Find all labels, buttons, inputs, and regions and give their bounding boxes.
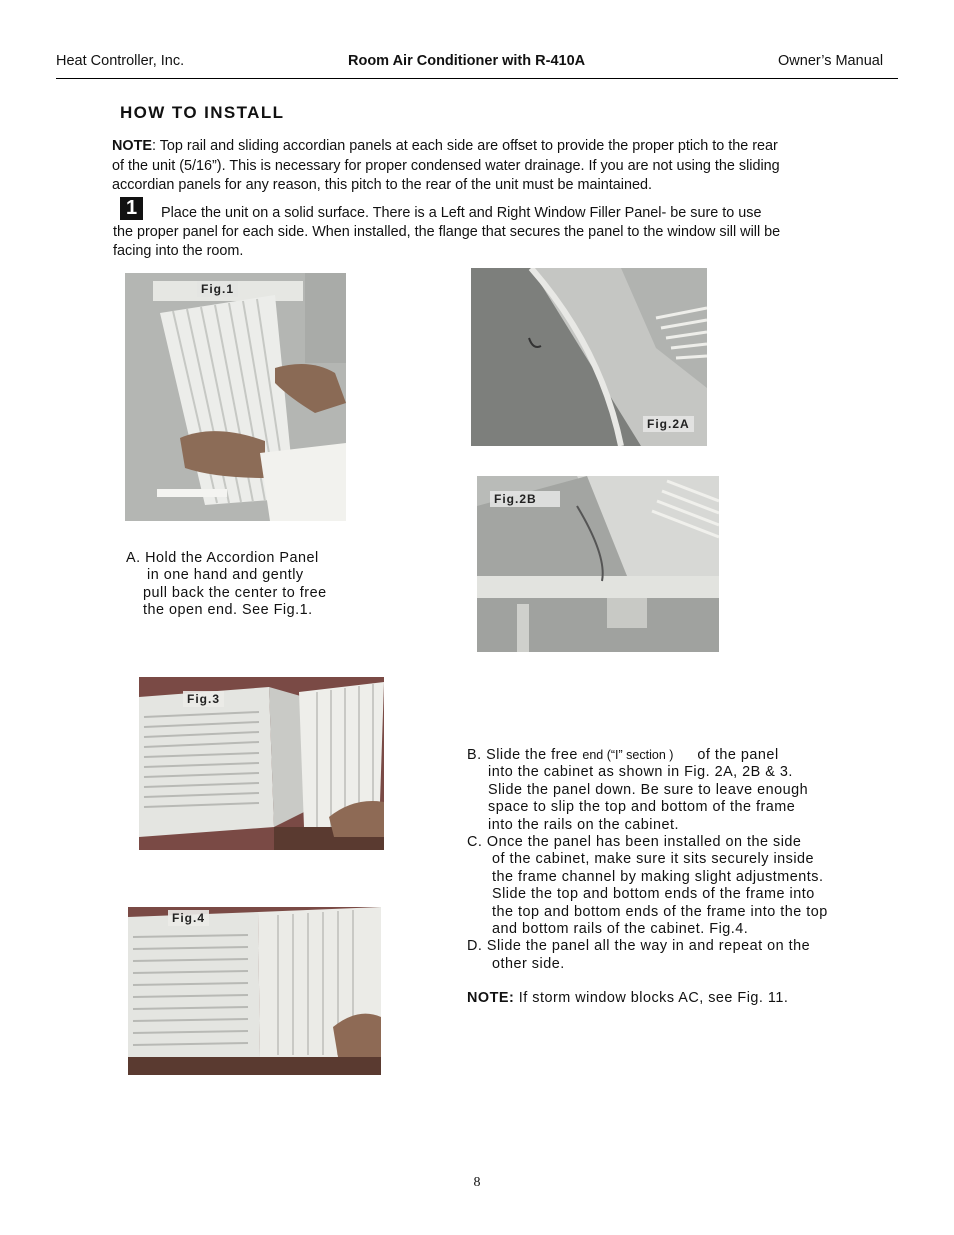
step-c-line-4: Slide the top and bottom ends of the frame into xyxy=(492,886,815,903)
fig2b-label: Fig.2B xyxy=(490,491,560,507)
step-b-line-1-end: of the panel xyxy=(697,747,779,763)
page-number: 8 xyxy=(473,1175,481,1190)
bottom-note-text: If storm window blocks AC, see Fig. 11. xyxy=(514,990,789,1007)
step-b-line-5: into the rails on the cabinet. xyxy=(488,816,679,833)
fig4-photo xyxy=(128,907,381,1075)
header-divider xyxy=(56,78,898,79)
step-c-line-6: and bottom rails of the cabinet. Fig.4. xyxy=(492,921,749,938)
step-b-line-4: space to slip the top and bottom of the frame xyxy=(488,799,796,816)
fig3-illustration xyxy=(139,677,384,850)
bottom-note xyxy=(467,990,828,1007)
step1-line-1: Place the unit on a solid surface. There is a Left and Right Window Filler Panel- be sure to use xyxy=(161,205,762,221)
caption-a-line-2: in one hand and gently xyxy=(147,567,304,584)
note-line-3: accordian panels for any reason, this pitch to the rear of the unit must be maintained. xyxy=(112,177,652,193)
fig1-illustration xyxy=(125,273,346,521)
step-c-line-2: of the cabinet, make sure it sits securely inside xyxy=(492,851,815,868)
step-c-line-3: the frame channel by making slight adjustments. xyxy=(492,868,824,885)
bottom-note-label: NOTE: xyxy=(467,990,515,1007)
step-c-line-1: C. Once the panel has been installed on the side xyxy=(467,834,802,851)
step-d-line-1: D. Slide the panel all the way in and repeat on the xyxy=(467,938,811,955)
fig1-label: Fig.1 xyxy=(197,281,238,297)
step-b-line-1-section: end (“I” section ) xyxy=(582,748,674,762)
fig4-illustration xyxy=(128,907,381,1075)
step-b-line-2: into the cabinet as shown in Fig. 2A, 2B & 3. xyxy=(488,764,793,781)
step-d-line-2: other side. xyxy=(492,955,565,972)
fig1-photo xyxy=(125,273,346,521)
step-number-badge: 1 xyxy=(120,197,143,220)
step1-line-3: facing into the room. xyxy=(113,243,244,259)
fig3-photo xyxy=(139,677,384,850)
header-product-title: Room Air Conditioner with R-410A xyxy=(348,53,586,69)
step1-line-2: the proper panel for each side. When installed, the flange that secures the panel to the window sill will be xyxy=(113,224,781,240)
fig4-label: Fig.4 xyxy=(168,910,209,926)
header-company: Heat Controller, Inc. xyxy=(56,53,185,69)
fig2b-photo xyxy=(477,476,719,652)
steps-bcd xyxy=(467,747,828,1008)
note-paragraph xyxy=(112,137,852,196)
step-c-line-5: the top and bottom ends of the frame into the top xyxy=(492,903,828,920)
step-b-line-1 xyxy=(467,747,828,764)
note-text: : Top rail and sliding accordian panels at each side are offset to provide the proper ptich to the rear xyxy=(151,138,778,154)
caption-a-line-3: pull back the center to free xyxy=(143,584,327,601)
spacer xyxy=(467,973,828,990)
header-manual-label: Owner’s Manual xyxy=(778,53,884,69)
fig3-label: Fig.3 xyxy=(183,691,224,707)
fig2a-label: Fig.2A xyxy=(643,416,694,432)
note-line-2: of the unit (5/16”). This is necessary for proper condensed water drainage. If you are not using the sliding xyxy=(112,157,780,174)
step-b-line-1-start: B. Slide the free xyxy=(467,747,583,763)
caption-a xyxy=(126,550,327,620)
note-label: NOTE xyxy=(112,138,152,154)
caption-a-line-4: the open end. See Fig.1. xyxy=(143,602,313,619)
step-b-line-3: Slide the panel down. Be sure to leave enough xyxy=(488,781,809,798)
fig2a-photo xyxy=(471,268,707,446)
section-title: HOW TO INSTALL xyxy=(120,103,285,122)
caption-a-line-1: A. Hold the Accordion Panel xyxy=(126,550,319,566)
